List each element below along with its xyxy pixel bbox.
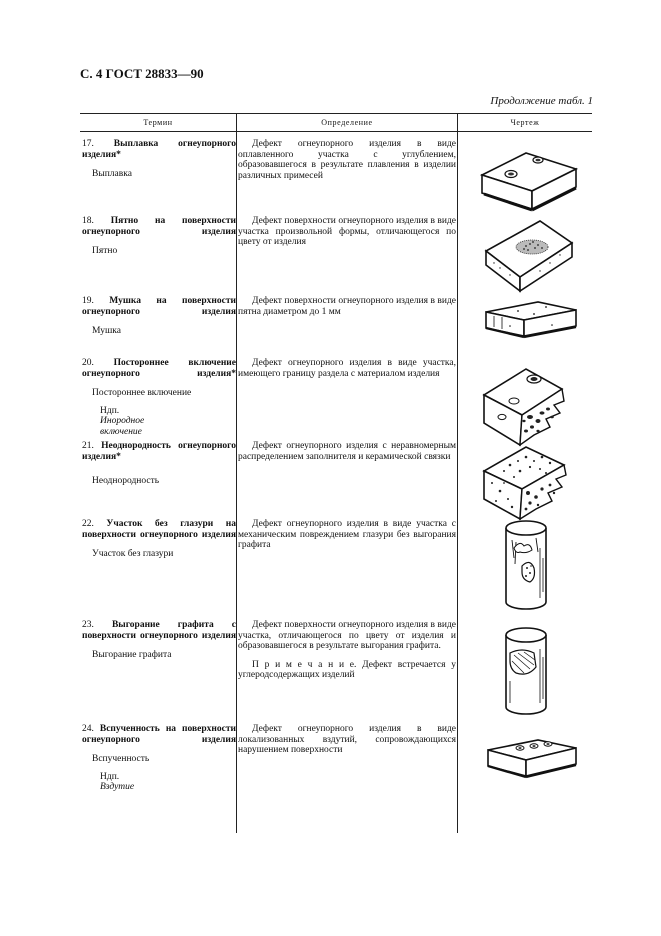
term-number: 23.	[82, 620, 94, 630]
table-row	[82, 724, 236, 793]
term-short: Мушка	[92, 326, 121, 336]
brick-speck-icon	[480, 298, 580, 345]
term-number: 17.	[82, 139, 94, 149]
term-title: Выгорание графита с поверхности огнеупорного изделия	[82, 620, 237, 641]
column-header-drawing: Чертеж	[510, 118, 540, 127]
term-not-allowed: включение	[100, 426, 142, 437]
term-number: 19.	[82, 296, 94, 306]
term-title: Мушка на поверхности огнеупорного изделия	[82, 296, 236, 317]
term-definition-text: Дефект поверхности огнеупорного изделия в виде участка, отличающегося по цвету от изделия и образовавшегося в результате выгорания графита.	[238, 620, 456, 651]
term-not-allowed-label: Ндп.	[100, 771, 120, 782]
term-definition: Дефект огнеупорного изделия в виде участка с механическим повреждением глазури без выгорания графита	[238, 519, 456, 550]
table-row	[82, 296, 236, 337]
term-short: Участок без глазури	[92, 549, 174, 559]
term-definition: Дефект огнеупорного изделия с неравномерным распределением заполнителя и керамической связки	[238, 441, 456, 462]
term-number: 20.	[82, 358, 94, 368]
cylinder-burnout-icon	[500, 623, 552, 720]
table-row	[82, 139, 236, 180]
table-header-border	[80, 131, 592, 132]
term-title: Участок без глазури на поверхности огнеупорного изделия	[82, 519, 237, 540]
cylinder-unglazed-icon	[500, 518, 552, 615]
term-not-allowed: Вздутие	[100, 782, 135, 792]
column-divider-1	[236, 113, 237, 833]
brick-spot-icon	[480, 213, 580, 296]
table-top-border	[80, 113, 592, 114]
term-title: Неоднородность огнеупорного изделия*	[82, 441, 237, 462]
term-title: Выплавка огнеупорного изделия*	[82, 139, 236, 160]
table-row	[82, 620, 236, 661]
term-definition	[238, 620, 456, 681]
table-row	[82, 519, 236, 560]
table-row	[82, 216, 236, 257]
page-header: С. 4 ГОСТ 28833—90	[80, 66, 204, 81]
term-number: 21.	[82, 441, 94, 451]
table-row	[82, 358, 236, 437]
term-number: 18.	[82, 216, 94, 226]
term-number: 24.	[82, 724, 94, 734]
term-definition: Дефект огнеупорного изделия в виде локализованных вздутий, сопровождающихся нарушением поверхности	[238, 724, 456, 755]
term-short: Постороннее включение	[92, 388, 192, 398]
column-header-term: Термин	[143, 118, 173, 127]
term-not-allowed: Инородное	[100, 416, 145, 426]
brick-melt-icon	[480, 133, 580, 218]
column-divider-2	[457, 113, 458, 833]
brick-inclusion-icon	[480, 365, 576, 452]
term-short: Пятно	[92, 246, 118, 256]
term-short: Выплавка	[92, 169, 132, 179]
term-title: Постороннее включение огнеупорного изделия*	[82, 358, 236, 379]
table-row	[82, 441, 236, 487]
brick-blister-icon	[480, 738, 580, 785]
term-definition: Дефект огнеупорного изделия в виде оплавленного участка с углублением, образовавшегося в результате плавления в изделии различных примесей	[238, 139, 456, 181]
term-definition: Дефект поверхности огнеупорного изделия в виде пятна диаметром до 1 мм	[238, 296, 456, 317]
column-header-definition: Определение	[321, 118, 373, 127]
terms-table	[80, 113, 592, 833]
term-short: Выгорание графита	[92, 650, 172, 660]
term-number: 22.	[82, 519, 94, 529]
term-short: Неоднородность	[92, 476, 160, 486]
term-title: Вспученность на поверхности огнеупорного изделия	[82, 724, 236, 745]
term-note: П р и м е ч а н и е. Дефект встречается у углеродсодержащих изделий	[238, 659, 456, 680]
term-title: Пятно на поверхности огнеупорного изделия	[82, 216, 236, 237]
term-short: Вспученность	[92, 754, 150, 764]
term-not-allowed-label: Ндп.	[100, 405, 120, 416]
term-definition: Дефект поверхности огнеупорного изделия в виде участка произвольной формы, отличающегося по цвету от изделия	[238, 216, 456, 247]
term-definition: Дефект огнеупорного изделия в виде участка, имеющего границу раздела с материалом изделия	[238, 358, 456, 379]
table-continuation-label: Продолжение табл. 1	[490, 95, 593, 107]
brick-heterogeneity-icon	[480, 443, 576, 526]
